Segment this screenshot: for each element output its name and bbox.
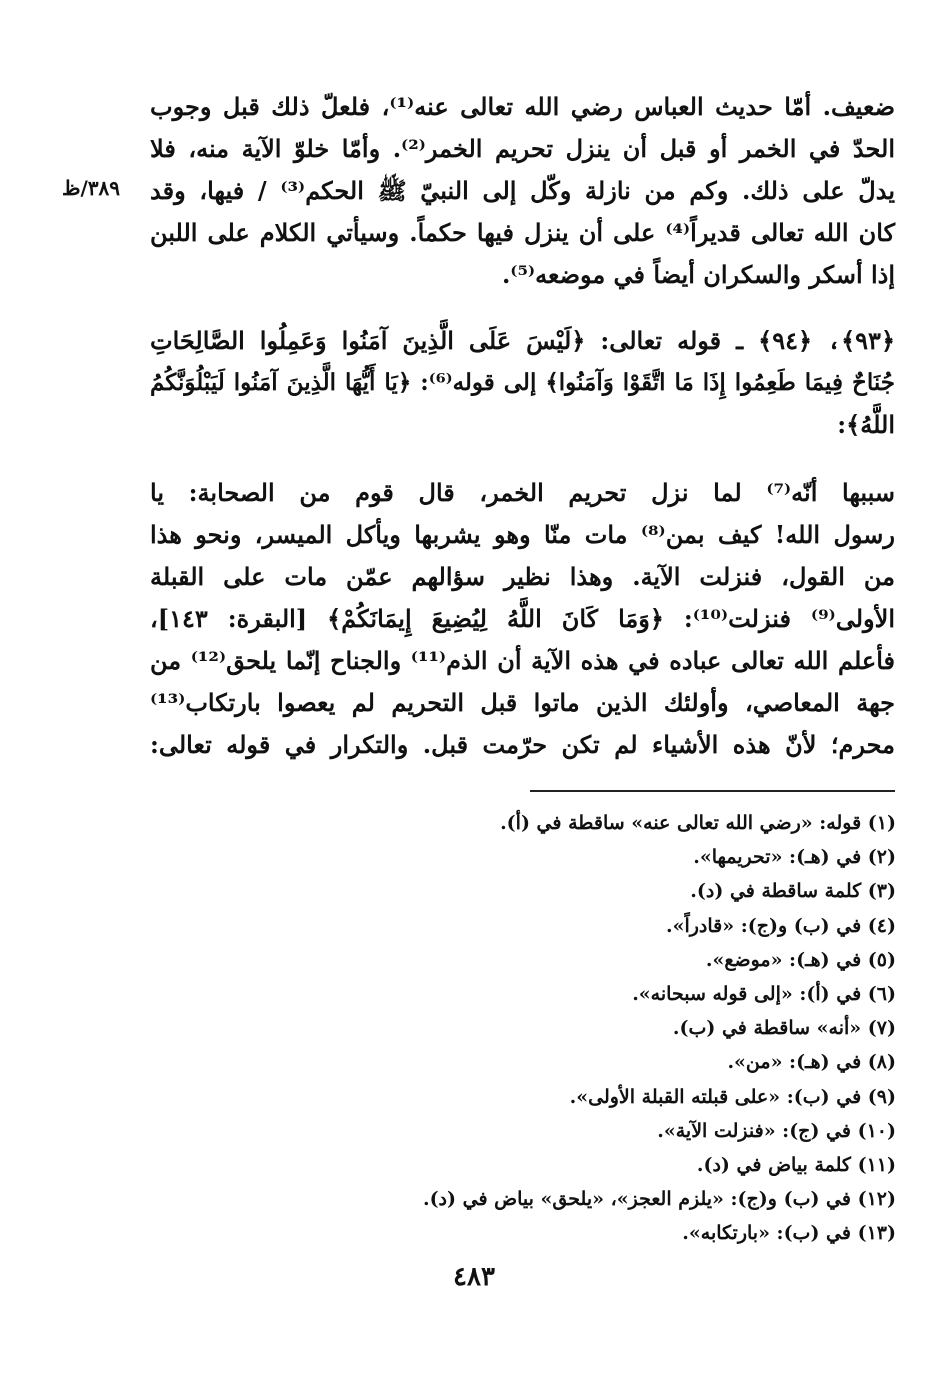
heading-line: اللَّهُ﴾: xyxy=(837,410,895,439)
text-line: كان الله تعالى قديراً⁽⁴⁾ على أن ينزل فيها حكماً. وسيأتي الكلام على اللبن xyxy=(150,218,895,247)
footnote: (١٣) في (ب): «بارتكابه». xyxy=(682,1222,896,1245)
text-line: الأولى⁽⁹⁾ فنزلت⁽¹⁰⁾: ﴿وَمَا كَانَ اللَّهُ لِيُضِيعَ إِيمَانَكُمْ﴾ [البقرة: ١٤٣]، xyxy=(150,604,895,633)
text-line: الحدّ في الخمر أو قبل أن ينزل تحريم الخمر⁽²⁾. وأمّا خلوّ الآية منه، فلا xyxy=(150,134,895,163)
footnote: (١٠) في (ج): «فنزلت الآية». xyxy=(657,1119,896,1142)
text-line: من القول، فنزلت الآية. وهذا نظير سؤالهم عمّن مات على القبلة xyxy=(150,562,895,591)
text-line: رسول الله! كيف بمن⁽⁸⁾ مات منّا وهو يشربها ويأكل الميسر، ونحو هذا xyxy=(150,520,895,549)
footnotes xyxy=(336,806,896,1251)
footnote: (٢) في (هـ): «تحريمها». xyxy=(693,846,896,869)
verse-heading xyxy=(150,320,895,446)
text-line: سببها أنّه⁽⁷⁾ لما نزل تحريم الخمر، قال قوم من الصحابة: يا xyxy=(150,478,895,507)
page-number: ٤٨٣ xyxy=(453,1262,495,1292)
manuscript-folio-marker: ٣٨٩/ظ xyxy=(62,176,121,200)
text-line: ضعيف. أمّا حديث العباس رضي الله تعالى عنه⁽¹⁾، فلعلّ ذلك قبل وجوب xyxy=(150,92,896,121)
footnote: (٧) «أنه» ساقطة في (ب). xyxy=(672,1017,896,1040)
footnote: (٩) في (ب): «على قبلته القبلة الأولى». xyxy=(569,1085,896,1108)
footnote: (٤) في (ب) و(ج): «قادراً». xyxy=(665,914,896,937)
heading-line: جُنَاحٌ فِيمَا طَعِمُوا إِذَا مَا اتَّقَوْا وَآمَنُوا﴾ إلى قوله⁽⁶⁾: ﴿يَا أَيُّهَا الَّذِينَ آمَنُوا لَيَبْلُوَنَّكُمُ xyxy=(150,369,895,396)
text-line: فأعلم الله تعالى عباده في هذه الآية أن الذم⁽¹¹⁾ والجناح إنّما يلحق⁽¹²⁾ من xyxy=(150,646,895,675)
footnote: (١) قوله: «رضي الله تعالى عنه» ساقطة في (أ). xyxy=(500,812,896,834)
text-line: جهة المعاصي، وأولئك الذين ماتوا قبل التحريم لم يعصوا بارتكاب⁽¹³⁾ xyxy=(150,688,895,717)
footnote-separator xyxy=(530,790,895,792)
heading-line: ﴿٩٣﴾، ﴿٩٤﴾ ـ قوله تعالى: ﴿لَيْسَ عَلَى الَّذِينَ آمَنُوا وَعَمِلُوا الصَّالِحَاتِ xyxy=(150,326,895,355)
paragraph-commentary-1 xyxy=(150,86,895,296)
text-line: إذا أسكر والسكران أيضاً في موضعه⁽⁵⁾. xyxy=(501,260,895,289)
paragraph-commentary-2 xyxy=(150,472,895,766)
footnote: (٨) في (هـ): «من». xyxy=(727,1051,896,1074)
footnote: (١١) كلمة بياض في (د). xyxy=(696,1154,896,1177)
footnote: (٥) في (هـ): «موضع». xyxy=(705,948,896,971)
footnote: (٦) في (أ): «إلى قوله سبحانه». xyxy=(632,983,896,1006)
footnote: (٣) كلمة ساقطة في (د). xyxy=(690,880,896,903)
footnote: (١٢) في (ب) و(ج): «يلزم العجز»، «يلحق» بياض في (د). xyxy=(422,1188,896,1211)
text-line: يدلّ على ذلك. وكم من نازلة وكّل إلى النبيّ ﷺ الحكم⁽³⁾ / فيها، وقد xyxy=(150,176,896,205)
text-line: محرم؛ لأنّ هذه الأشياء لم تكن حرّمت قبل. والتكرار في قوله تعالى: xyxy=(150,730,895,759)
